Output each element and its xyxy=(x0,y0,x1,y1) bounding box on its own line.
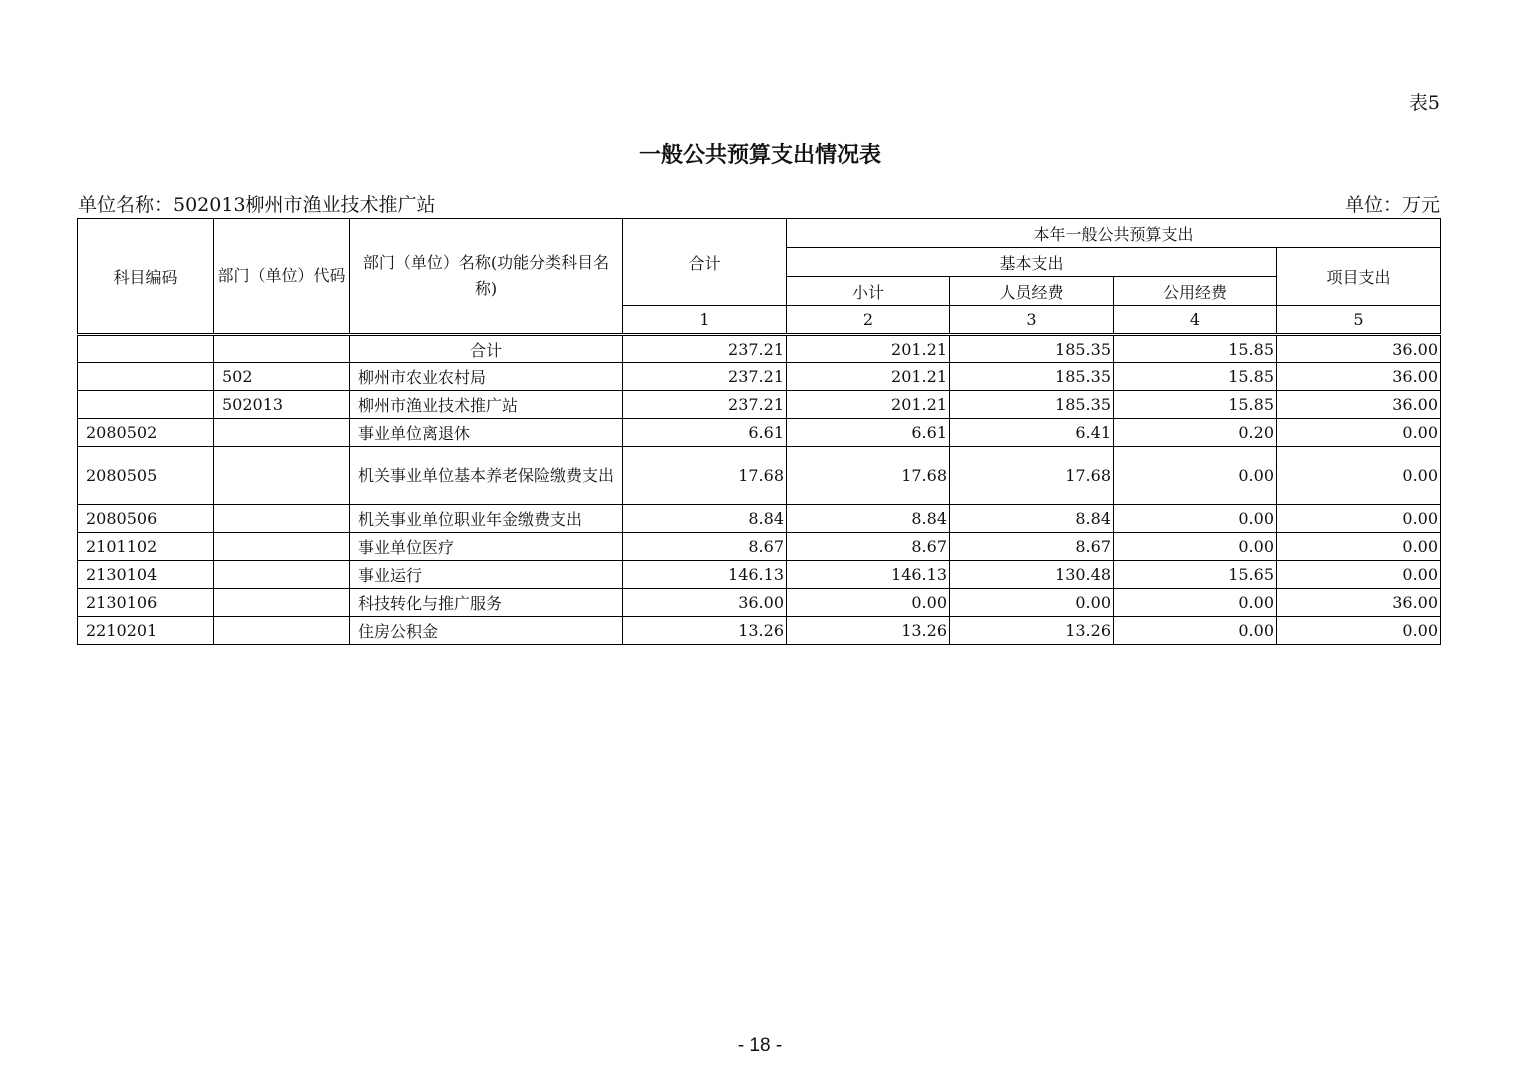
cell-personnel: 185.35 xyxy=(950,391,1114,419)
table-row xyxy=(78,589,1441,617)
cell-public: 0.00 xyxy=(1114,589,1277,617)
cell-total: 8.67 xyxy=(623,533,787,561)
cell-personnel: 0.00 xyxy=(950,589,1114,617)
table-row xyxy=(78,419,1441,447)
cell-dept-code xyxy=(214,505,350,533)
table-row xyxy=(78,561,1441,589)
cell-total: 6.61 xyxy=(623,419,787,447)
cell-code xyxy=(78,391,214,419)
header-current-year: 本年一般公共预算支出 xyxy=(787,219,1441,248)
table-row xyxy=(78,335,1441,363)
cell-public: 15.85 xyxy=(1114,335,1277,363)
document-title: 一般公共预算支出情况表 xyxy=(638,143,881,168)
cell-total: 146.13 xyxy=(623,561,787,589)
cell-project: 0.00 xyxy=(1277,561,1441,589)
header-col-number: 3 xyxy=(950,306,1114,335)
cell-subtotal: 0.00 xyxy=(787,589,950,617)
cell-personnel: 8.67 xyxy=(950,533,1114,561)
cell-public: 15.85 xyxy=(1114,391,1277,419)
cell-public: 0.00 xyxy=(1114,505,1277,533)
cell-subtotal: 13.26 xyxy=(787,617,950,645)
cell-dept-code: 502 xyxy=(214,363,350,391)
cell-project: 0.00 xyxy=(1277,505,1441,533)
cell-project: 0.00 xyxy=(1277,447,1441,505)
cell-project: 0.00 xyxy=(1277,617,1441,645)
cell-code: 2101102 xyxy=(78,533,214,561)
cell-code: 2080502 xyxy=(78,419,214,447)
cell-subtotal: 201.21 xyxy=(787,363,950,391)
cell-project: 36.00 xyxy=(1277,589,1441,617)
cell-dept-code xyxy=(214,589,350,617)
cell-project: 36.00 xyxy=(1277,391,1441,419)
cell-subtotal: 146.13 xyxy=(787,561,950,589)
cell-dept-code: 502013 xyxy=(214,391,350,419)
header-col-number: 1 xyxy=(623,306,787,335)
page-number: - 18 - xyxy=(737,1035,783,1056)
cell-personnel: 8.84 xyxy=(950,505,1114,533)
header-subtotal: 小计 xyxy=(787,277,950,306)
cell-personnel: 185.35 xyxy=(950,363,1114,391)
cell-code xyxy=(78,335,214,363)
header-col-number: 2 xyxy=(787,306,950,335)
cell-project: 36.00 xyxy=(1277,363,1441,391)
header-total: 合计 xyxy=(623,219,787,306)
cell-name: 机关事业单位职业年金缴费支出 xyxy=(350,505,623,533)
cell-total: 17.68 xyxy=(623,447,787,505)
table-row xyxy=(78,363,1441,391)
cell-total: 13.26 xyxy=(623,617,787,645)
cell-public: 0.20 xyxy=(1114,419,1277,447)
cell-public: 0.00 xyxy=(1114,447,1277,505)
cell-code: 2130106 xyxy=(78,589,214,617)
header-col-number: 5 xyxy=(1277,306,1441,335)
currency-unit: 单位：万元 xyxy=(1344,194,1440,216)
header-col-number: 4 xyxy=(1114,306,1277,335)
cell-project: 0.00 xyxy=(1277,419,1441,447)
cell-personnel: 17.68 xyxy=(950,447,1114,505)
table-row xyxy=(78,505,1441,533)
cell-total: 237.21 xyxy=(623,391,787,419)
table-number: 表5 xyxy=(1408,92,1440,114)
cell-total: 237.21 xyxy=(623,363,787,391)
table-row xyxy=(78,617,1441,645)
table-row xyxy=(78,391,1441,419)
cell-public: 0.00 xyxy=(1114,617,1277,645)
cell-personnel: 13.26 xyxy=(950,617,1114,645)
cell-code: 2080506 xyxy=(78,505,214,533)
cell-code: 2210201 xyxy=(78,617,214,645)
cell-code xyxy=(78,363,214,391)
cell-dept-code xyxy=(214,447,350,505)
cell-code: 2130104 xyxy=(78,561,214,589)
cell-personnel: 185.35 xyxy=(950,335,1114,363)
cell-project: 0.00 xyxy=(1277,533,1441,561)
cell-dept-code xyxy=(214,617,350,645)
cell-subtotal: 201.21 xyxy=(787,335,950,363)
cell-name: 科技转化与推广服务 xyxy=(350,589,623,617)
cell-name: 柳州市渔业技术推广站 xyxy=(350,391,623,419)
cell-public: 15.85 xyxy=(1114,363,1277,391)
cell-name: 事业单位离退休 xyxy=(350,419,623,447)
header-subject-code: 科目编码 xyxy=(78,219,214,335)
cell-code: 2080505 xyxy=(78,447,214,505)
cell-subtotal: 8.67 xyxy=(787,533,950,561)
cell-name: 住房公积金 xyxy=(350,617,623,645)
cell-public: 0.00 xyxy=(1114,533,1277,561)
cell-subtotal: 17.68 xyxy=(787,447,950,505)
cell-personnel: 130.48 xyxy=(950,561,1114,589)
cell-name: 事业运行 xyxy=(350,561,623,589)
cell-dept-code xyxy=(214,561,350,589)
header-personnel: 人员经费 xyxy=(950,277,1114,306)
cell-project: 36.00 xyxy=(1277,335,1441,363)
header-basic-expenditure: 基本支出 xyxy=(787,248,1277,277)
header-dept-name: 部门（单位）名称(功能分类科目名称) xyxy=(350,219,623,335)
cell-dept-code xyxy=(214,533,350,561)
cell-dept-code xyxy=(214,419,350,447)
cell-subtotal: 6.61 xyxy=(787,419,950,447)
unit-name: 单位名称：502013柳州市渔业技术推广站 xyxy=(78,194,436,216)
cell-subtotal: 201.21 xyxy=(787,391,950,419)
cell-name: 柳州市农业农村局 xyxy=(350,363,623,391)
cell-personnel: 6.41 xyxy=(950,419,1114,447)
cell-subtotal: 8.84 xyxy=(787,505,950,533)
table-row xyxy=(78,447,1441,505)
header-dept-code: 部门（单位）代码 xyxy=(214,219,350,335)
table-row xyxy=(78,533,1441,561)
cell-total: 237.21 xyxy=(623,335,787,363)
cell-dept-code xyxy=(214,335,350,363)
cell-name: 事业单位医疗 xyxy=(350,533,623,561)
cell-public: 15.65 xyxy=(1114,561,1277,589)
cell-total: 36.00 xyxy=(623,589,787,617)
budget-expenditure-table xyxy=(77,218,1441,645)
cell-name: 合计 xyxy=(350,335,623,363)
cell-total: 8.84 xyxy=(623,505,787,533)
header-project-expenditure: 项目支出 xyxy=(1277,248,1441,306)
cell-name: 机关事业单位基本养老保险缴费支出 xyxy=(350,447,623,505)
header-public: 公用经费 xyxy=(1114,277,1277,306)
